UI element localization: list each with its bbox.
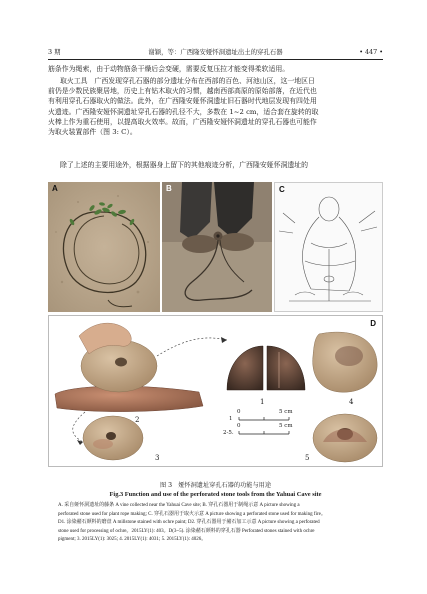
stone-number-4: 4 <box>349 398 354 406</box>
scale-zero-2: 0 <box>237 423 241 429</box>
scale-row-2: 2-5. <box>223 430 234 436</box>
running-title: 谢颖，等：广西隆安娅怀洞遗址出土的穿孔石器 <box>148 48 283 56</box>
paragraph-1 <box>48 64 383 74</box>
panel-label-a: A <box>52 184 58 193</box>
stones-illustration <box>49 316 383 467</box>
paragraph-line: 除了上述的主要用途外，根据器身上留下的其他痕迹分析，广西隆安娅怀洞遗址的 <box>60 161 309 169</box>
vine-photo <box>48 182 160 312</box>
paragraph-line: 火遗迹。广西隆安娅怀洞遗址穿孔石器的孔径不大，多数在 1~2 cm，适合套在旋转的取 <box>48 107 319 116</box>
panel-a-vine-photo <box>48 182 160 312</box>
paragraph-2 <box>48 76 383 137</box>
paragraph-line: 前仍是少数民族聚居地，历史上有钻木取火的习惯，越南西部高原的原始部落，在近代也 <box>48 87 317 96</box>
caption-line: perforated stone used for plant rope making; C. 穿孔石器用于取火示意 A picture showing a perforated stone used for making fire。 <box>58 511 326 517</box>
panel-label-d: D <box>370 319 376 328</box>
caption-line: stone used for processing of ochre。2015LY(1): 403。D(3~5). 涂染赭石颜料的穿孔石器 Perforated stones stained with ochre <box>58 528 315 534</box>
page-number: • 447 • <box>359 48 383 56</box>
scale-five-2: 5 cm <box>279 423 293 429</box>
rope-making-photo <box>162 182 272 312</box>
stone-number-2: 2 <box>135 416 140 424</box>
paragraph-line: 取火工具 广西发现穿孔石器的部分遗址分布在西部的百色、河池山区，这一地区日 <box>60 77 315 85</box>
paragraph-3 <box>48 160 383 170</box>
fire-making-drawing <box>275 183 383 312</box>
scale-five-1: 5 cm <box>279 409 293 415</box>
paragraph-line: 筋条作为绳索，由于动物筋条干燥后会变硬，需要反复压拉才能变得柔软适用。 <box>48 65 290 73</box>
stone-number-3: 3 <box>155 454 160 462</box>
scale-zero-1: 0 <box>237 409 241 415</box>
panel-c-fire-making-drawing <box>274 182 383 312</box>
figure-caption-en: Fig.3 Function and use of the perforated stone tools from the Yahuai Cave site <box>109 491 322 498</box>
panel-b-rope-making-photo <box>162 182 272 312</box>
header-rule <box>48 59 383 60</box>
running-head <box>48 46 383 58</box>
panel-d-stones <box>48 315 383 467</box>
panel-label-b: B <box>166 184 172 193</box>
caption-line: pigment; 3. 2015LY(1): 3025; 4. 2015LY(1): 4031; 5. 2015LY(1): 4026。 <box>58 537 207 543</box>
stone-number-1: 1 <box>260 398 265 406</box>
paragraph-line: 有利用穿孔石器取火的做法。此外，在广西隆安娅怀洞遗址旧石器时代地层发现有四处用 <box>48 97 317 106</box>
paragraph-line: 火棒上作为重石使用，以提高取火效率。故而，广西隆安娅怀洞遗址的穿孔石器也可能作 <box>48 117 317 126</box>
paragraph-line: 为取火装置部件（图 3: C）。 <box>48 128 137 137</box>
scale-row-1: 1 <box>229 416 233 422</box>
caption-line: D1. 涂染赭石颜料的磨盘 A millstone stained with ochre paint; D2. 穿孔石器用于赭石加工示意 A picture showing a perforated <box>58 520 320 526</box>
stone-number-5: 5 <box>305 454 310 462</box>
panel-label-c: C <box>279 185 285 194</box>
figure-caption-cn: 图 3 娅怀洞遗址穿孔石器的功能与用途 <box>159 482 272 489</box>
caption-line: A. 采自娅怀洞遗址的藤条 A vine collected near the Yahuai Cave site; B. 穿孔石器用于制绳示意 A picture showing a <box>58 503 300 508</box>
figure-caption-body <box>58 502 373 545</box>
issue-number: 3 期 <box>48 48 61 56</box>
figure-3 <box>48 182 383 467</box>
